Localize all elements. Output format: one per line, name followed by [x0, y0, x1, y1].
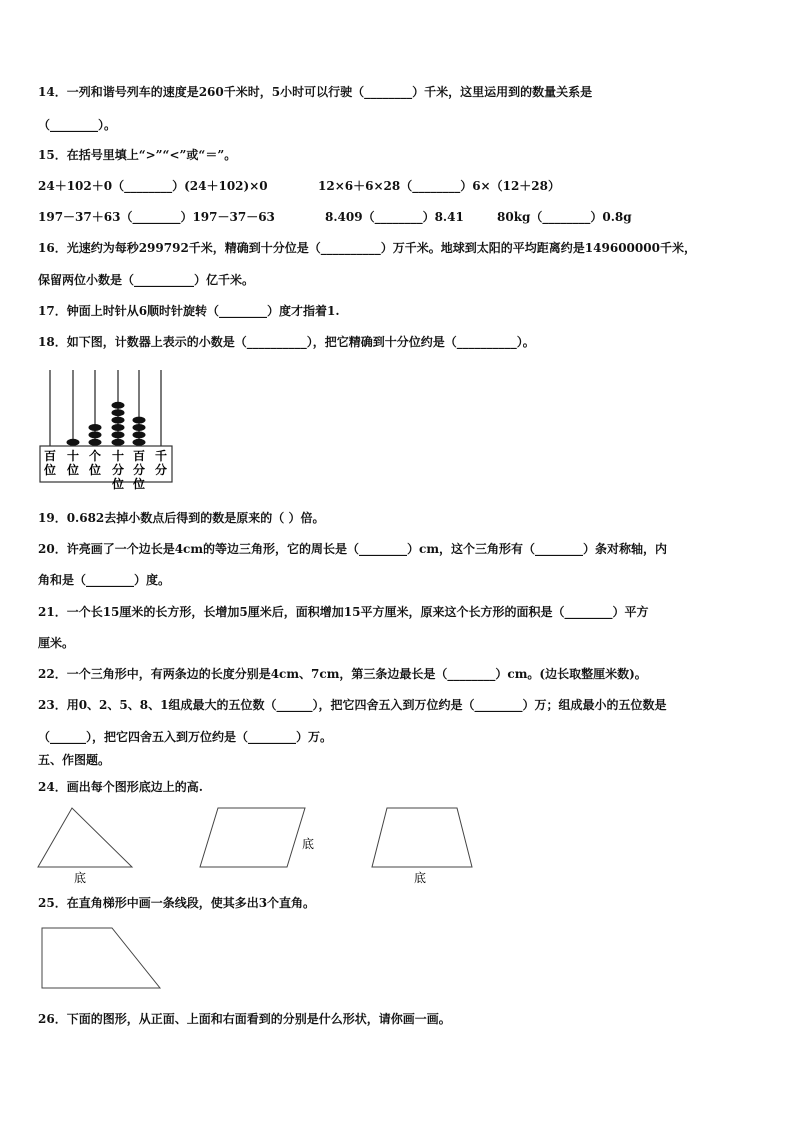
- q15-row1-b: 12×6＋6×28（________）6×（12＋28）: [318, 179, 561, 193]
- q25: 25．在直角梯形中画一条线段，使其多出3个直角。: [38, 896, 316, 910]
- abacus-label: 位: [111, 477, 125, 491]
- abacus-label: 位: [88, 463, 102, 477]
- abacus-label: 位: [66, 463, 80, 477]
- q15-row2-c: 80kg（________）0.8g: [497, 210, 632, 224]
- abacus-bead: [133, 417, 146, 424]
- parallelogram-figure: [198, 806, 328, 876]
- q26: 26．下面的图形，从正面、上面和右面看到的分别是什么形状，请你画一画。: [38, 1012, 451, 1026]
- abacus-bead: [133, 424, 146, 431]
- parallelogram-base-label: 底: [302, 837, 315, 851]
- abacus-bead: [112, 417, 125, 424]
- trapezoid-figure: [370, 806, 480, 886]
- q17: 17．钟面上时针从6顺时针旋转（________）度才指着1.: [38, 304, 340, 318]
- abacus-bead: [112, 431, 125, 438]
- abacus-label: 个: [88, 449, 102, 463]
- q21-line2: 厘米。: [38, 636, 75, 650]
- q20-line2: 角和是（________）度。: [38, 573, 171, 587]
- q14-line2: （________）。: [38, 118, 117, 132]
- abacus-base: [40, 446, 172, 482]
- q21-line1: 21．一个长15厘米的长方形，长增加5厘米后，面积增加15平方厘米，原来这个长方形的面积是（________）平方: [38, 605, 649, 619]
- triangle-figure: [36, 806, 146, 886]
- abacus-label: 十: [66, 449, 80, 463]
- q23-line1: 23．用0、2、5、8、1组成最大的五位数（______），把它四舍五入到万位约是（________）万；组成最小的五位数是: [38, 698, 667, 712]
- abacus-bead: [112, 439, 125, 446]
- abacus-label: 百: [132, 449, 146, 463]
- q16-line1: 16．光速约为每秒299792千米，精确到十分位是（__________）万千米。地球到太阳的平均距离约是149600000千米，: [38, 241, 696, 255]
- abacus-figure: [38, 368, 178, 498]
- section-5-title: 五、作图题。: [38, 753, 111, 767]
- q22: 22．一个三角形中，有两条边的长度分别是4cm、7cm，第三条边最长是（________）cm。(边长取整厘米数)。: [38, 667, 647, 681]
- trapezoid-base-label: 底: [414, 871, 427, 885]
- abacus-bead: [112, 409, 125, 416]
- right-trapezoid-figure: [40, 926, 170, 996]
- q24: 24．画出每个图形底边上的高.: [38, 780, 203, 794]
- abacus-bead: [89, 439, 102, 446]
- abacus-label: 百: [43, 449, 57, 463]
- abacus-bead: [112, 424, 125, 431]
- q15-row2-b: 8.409（________）8.41: [325, 210, 464, 224]
- abacus-label: 位: [132, 477, 146, 491]
- triangle-base-label: 底: [74, 871, 87, 885]
- abacus-bead: [89, 424, 102, 431]
- q20-line1: 20．许亮画了一个边长是4cm的等边三角形，它的周长是（________）cm，这个三角形有（________）条对称轴，内: [38, 542, 668, 556]
- abacus-bead: [67, 439, 80, 446]
- abacus-label: 分: [154, 463, 168, 477]
- q14-line1: 14．一列和谐号列车的速度是260千米时，5小时可以行驶（________）千米，这里运用到的数量关系是: [38, 85, 593, 99]
- q15-row2-a: 197－37＋63（________）197－37－63: [38, 210, 275, 224]
- abacus-bead: [112, 402, 125, 409]
- q15-row1-a: 24＋102＋0（________）(24＋102)×0: [38, 179, 268, 193]
- q18: 18．如下图，计数器上表示的小数是（__________），把它精确到十分位约是（__________）。: [38, 335, 535, 349]
- abacus-label: 位: [43, 463, 57, 477]
- q23-line2: （______），把它四舍五入到万位约是（________）万。: [38, 730, 333, 744]
- abacus-bead: [133, 439, 146, 446]
- abacus-label: 分: [111, 463, 125, 477]
- abacus-bead: [133, 431, 146, 438]
- q19: 19．0.682去掉小数点后得到的数是原来的（ ）倍。: [38, 511, 325, 525]
- abacus-label: 分: [132, 463, 146, 477]
- abacus-label: 千: [154, 449, 168, 463]
- q15-title: 15．在括号里填上“>”“<”或“＝”。: [38, 148, 237, 162]
- abacus-label: 十: [111, 449, 125, 463]
- q16-line2: 保留两位小数是（__________）亿千米。: [38, 273, 255, 287]
- abacus-bead: [89, 431, 102, 438]
